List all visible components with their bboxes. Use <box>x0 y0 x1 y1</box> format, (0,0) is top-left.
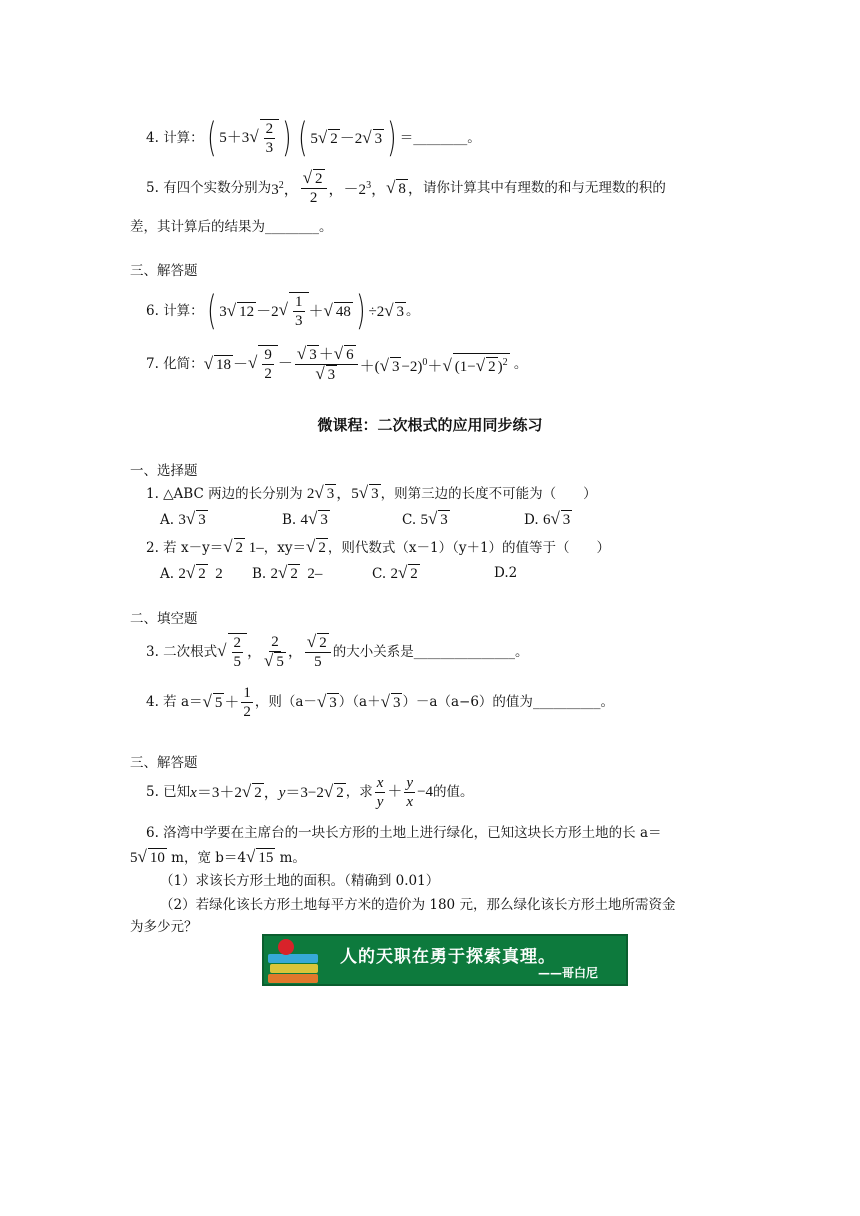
page-title: 微课程：二次根式的应用同步练习 <box>317 416 543 434</box>
q5-line2: 差，其计算后的结果为________。 <box>130 219 333 235</box>
option-b[interactable]: B. 2√ 2 2– <box>252 563 323 582</box>
option-c[interactable]: C. 2√ 2 <box>372 563 418 582</box>
q5-real-numbers: 5. 有四个实数分别为 $3^2$， √ 2 2 ，$-2^3$， √ 8 ， 请你计算其中有理数的和与无理数的积的 <box>146 168 666 206</box>
answer-blank: _______________ <box>413 644 515 660</box>
answer-blank: __________ <box>532 694 601 710</box>
section-heading: 二、填空题 <box>130 611 198 627</box>
option-d[interactable]: D. 6√ 3 <box>524 509 571 528</box>
q2-algebra: 2. 若 x－y＝√ 2 1–，xy＝√ 2 ，则代数式（x－1）（y＋1）的值等于（ ） <box>146 537 611 556</box>
answer-blank: ________ <box>413 130 468 146</box>
q6-compute: 6. 计算： ( 3√ 12 －2 √ $\frac{1}{3}$ ＋√ 48 ) ÷2√ 3 。 <box>146 288 420 334</box>
sqrt-frac: √ $\frac{2}{3}$ <box>249 119 279 157</box>
q6-sub2: （2）若绿化该长方形土地每平方米的造价为 180 元，那么绿化该长方形土地所需资金 <box>160 897 676 913</box>
option-a[interactable]: A. 2√ 2 2 <box>160 563 223 582</box>
section-heading: 三、解答题 <box>130 755 198 771</box>
option-c[interactable]: C. 5√ 3 <box>402 509 448 528</box>
q6-line1: 6. 洛湾中学要在主席台的一块长方形的土地上进行绿化，已知这块长方形土地的长 a＝ <box>146 825 662 841</box>
q4-expression: 4. 若 a＝ √ 5 ＋ 1 2 ，则（a－ √ 3 ）（a＋ √ 3 ）－a（a−6）的值为 __________ 。 <box>146 684 614 720</box>
answer-blank: ________ <box>265 219 319 235</box>
q4-compute: 4. 计算： ( 5＋3 √ $\frac{2}{3}$ ) ( 5√ 2 －2√ 3 ) ＝ ________ 。 <box>146 115 481 161</box>
q1-triangle: 1. △ABC 两边的长分别为 2√ 3 ，5√ 3 ，则第三边的长度不可能为（ ） <box>146 483 597 502</box>
option-b[interactable]: B. 4√ 3 <box>282 509 328 528</box>
q6-sub2-cont: 为多少元？ <box>130 919 198 935</box>
quote-banner <box>262 934 628 986</box>
q7-simplify: 7. 化简： √ 18 － √ $\frac{9}{2}$ － √ 3 ＋√ 6 √ 3 ＋(√ 3 −2)$^0$＋√ (1−√ 2 )$^2$ 。 <box>146 343 528 383</box>
section-heading: 一、选择题 <box>130 463 198 479</box>
q6-line2: 5√ 10 m，宽 b＝4√ 15 m。 <box>130 847 306 866</box>
books-icon <box>268 954 320 984</box>
option-d[interactable]: D.2 <box>494 565 518 581</box>
apple-icon <box>278 939 294 955</box>
option-a[interactable]: A. 3√ 3 <box>160 509 206 528</box>
q3-compare: 3. 二次根式 √ $\frac{2}{5}$ ， 2 √ 5 ， √ 2 5 的大小关系是 _______________ 。 <box>146 632 529 670</box>
q5-given: 5. 已知 x＝3＋2√ 2 ，y＝3−2√ 2 ，求 x y ＋ y x −4 的值。 <box>146 774 474 810</box>
quote-author: ——哥白尼 <box>537 966 598 980</box>
q6-sub1: （1）求该长方形土地的面积。（精确到 0.01） <box>160 873 440 889</box>
section-heading: 三、解答题 <box>130 263 198 279</box>
quote-text: 人的天职在勇于探索真理。 <box>340 947 556 967</box>
